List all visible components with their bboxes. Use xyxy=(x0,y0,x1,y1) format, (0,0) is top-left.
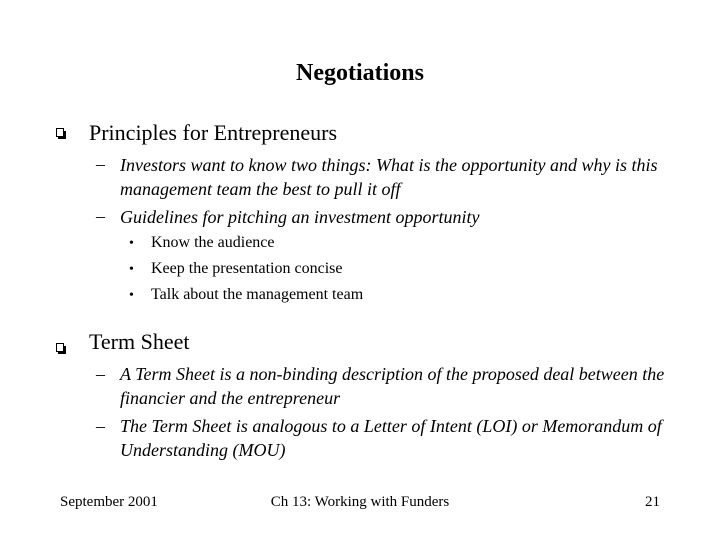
dot-bullet: • xyxy=(129,236,134,251)
dash-bullet: – xyxy=(96,154,105,174)
dot-bullet: • xyxy=(129,288,134,303)
list-item: Guidelines for pitching an investment opportunity xyxy=(120,207,480,227)
list-item: The Term Sheet is analogous to a Letter of Intent (LOI) or Memorandum of Understanding (MOU) xyxy=(120,416,662,460)
footer-chapter: Ch 13: Working with Funders xyxy=(270,494,450,510)
footer-date: September 2001 xyxy=(60,494,158,510)
list-item: A Term Sheet is a non-binding description of the proposed deal between the financier and the entrepreneur xyxy=(120,364,665,408)
square-bullet-icon xyxy=(56,343,64,352)
page-title: Negotiations xyxy=(296,60,424,86)
list-item: Investors want to know two things: What is the opportunity and why is this management team the best to pull it off xyxy=(120,155,658,199)
page-number: 21 xyxy=(645,494,660,510)
dash-bullet: – xyxy=(96,206,105,226)
square-bullet-icon xyxy=(56,128,64,137)
sub-list-item: Know the audience xyxy=(151,234,275,251)
section-heading: Principles for Entrepreneurs xyxy=(89,120,338,145)
dot-bullet: • xyxy=(129,262,134,277)
sub-list-item: Keep the presentation concise xyxy=(151,260,343,277)
section-heading: Term Sheet xyxy=(89,329,190,354)
dash-bullet: – xyxy=(96,364,105,384)
dash-bullet: – xyxy=(96,416,105,436)
sub-list-item: Talk about the management team xyxy=(151,286,364,303)
